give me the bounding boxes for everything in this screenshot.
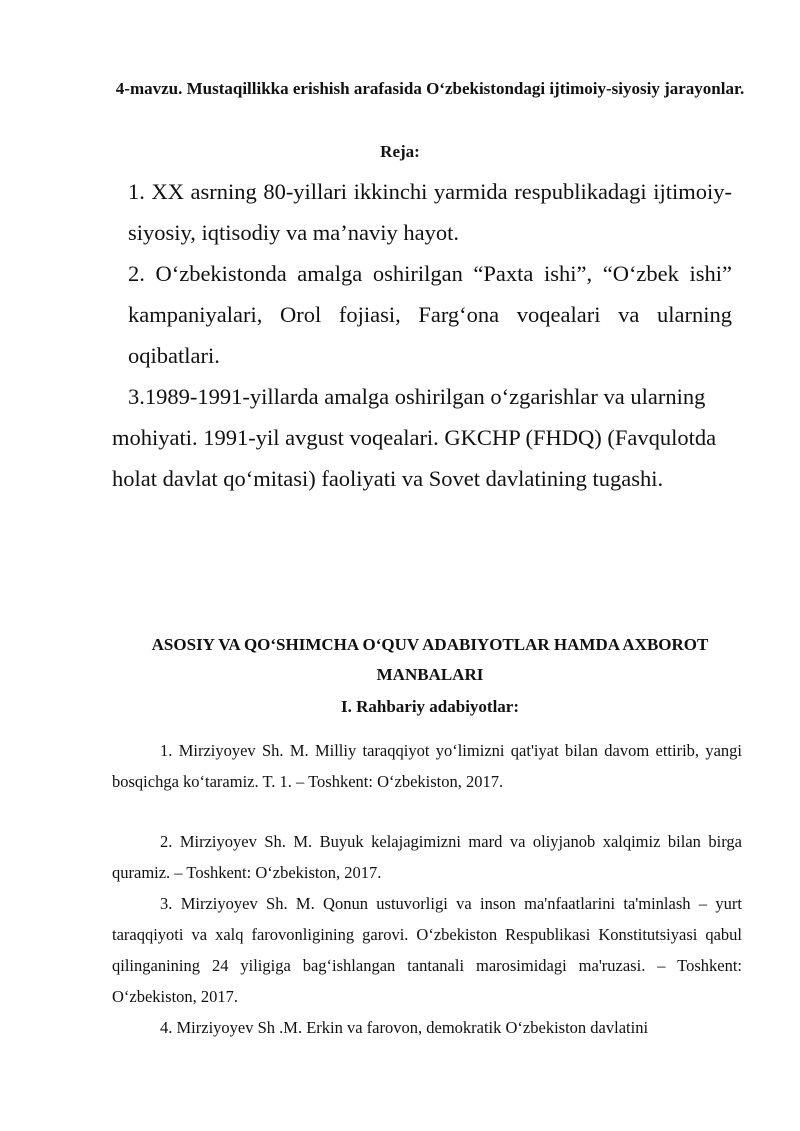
reference-item-4: 4. Mirziyoyev Sh .M. Erkin va farovon, demokratik O‘zbekiston davlatini bbox=[160, 1018, 649, 1037]
plan-item-2: 2. O‘zbekistonda amalga oshirilgan “Paxta ishi”, “O‘zbek ishi” kampaniyalari, Orol fojiasi, Farg‘ona voqealari va ularning oqibatlari. bbox=[128, 261, 732, 368]
plan-item-3-text: 3.1989-1991-yillarda amalga oshirilgan o‘zgarishlar va ularning mohiyati. 1991-yil avgust voqealari. GKCHP (FHDQ) (Favqulotda holat davlat qo‘mitasi) faoliyati va Sovet davlatining tugashi. bbox=[112, 384, 717, 491]
plan-heading: Reja: bbox=[380, 142, 420, 161]
reference-item-2: 2. Mirziyoyev Sh. M. Buyuk kelajagimizni mard va oliyjanob xalqimiz bilan birga quramiz. – Toshkent: O‘zbekiston, 2017. bbox=[112, 832, 742, 882]
reference-item-1: 1. Mirziyoyev Sh. M. Milliy taraqqiyot yo‘limizni qat'iyat bilan davom ettirib, yangi bosqichga ko‘taramiz. T. 1. – Toshkent: O‘zbekiston, 2017. bbox=[112, 741, 742, 791]
plan-item-3 bbox=[112, 376, 732, 499]
plan-item-1: 1. XX asrning 80-yillari ikkinchi yarmida respublikadagi ijtimoiy-siyosiy, iqtisodiy va ma’naviy hayot. bbox=[128, 179, 732, 245]
document-title: 4-mavzu. Mustaqillikka erishish arafasida O‘zbekistondagi ijtimoiy-siyosiy jarayonlar. bbox=[115, 79, 745, 98]
sources-subheading: I. Rahbariy adabiyotlar: bbox=[340, 697, 520, 716]
reference-item-3: 3. Mirziyoyev Sh. M. Qonun ustuvorligi va inson ma'nfaatlarini ta'minlash – yurt taraqqiyoti va xalq farovonligining garovi. O‘zbekiston Respublikasi Konstitutsiyasi qabul qilinganining 24 yiligiga bag‘ishlangan tantanali marosimidagi ma'ruzasi. – Toshkent: O‘zbekiston, 2017. bbox=[112, 894, 742, 1006]
sources-heading: ASOSIY VA QO‘SHIMCHA O‘QUV ADABIYOTLAR HAMDA AXBOROT MANBALARI bbox=[151, 635, 709, 684]
